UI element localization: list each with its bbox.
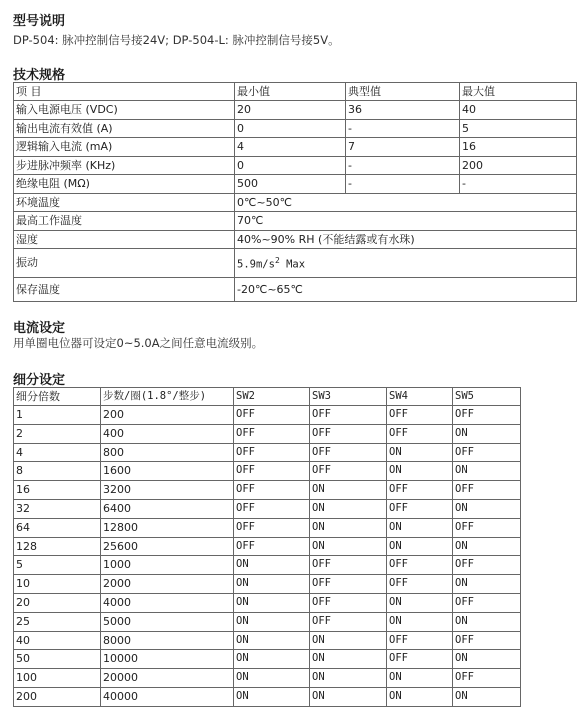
micro-cell: OFF xyxy=(234,537,310,556)
micro-cell: 200 xyxy=(14,687,101,706)
vibration-number: 5.9m/s xyxy=(237,258,275,271)
spec-row xyxy=(14,156,577,175)
micro-cell: 5 xyxy=(14,556,101,575)
spec-label-cell: 振动 xyxy=(14,249,235,278)
spec-cell: 7 xyxy=(346,138,460,157)
spec-cell: 逻辑输入电流 (mA) xyxy=(14,138,235,157)
spec-cell: 输出电流有效值 (A) xyxy=(14,119,235,138)
micro-cell: ON xyxy=(234,575,310,594)
micro-cell: ON xyxy=(234,631,310,650)
micro-cell: 10 xyxy=(14,575,101,594)
micro-cell: 2000 xyxy=(101,575,234,594)
spec-section-title: 技术规格 xyxy=(13,68,66,83)
micro-cell: 20000 xyxy=(101,669,234,688)
spec-cell: 20 xyxy=(235,101,346,120)
micro-cell: OFF xyxy=(310,575,387,594)
micro-cell: ON xyxy=(453,650,521,669)
micro-cell: OFF xyxy=(453,556,521,575)
micro-cell: ON xyxy=(387,612,453,631)
micro-header-cell: 步数/圈(1.8°/整步) xyxy=(101,388,234,406)
spec-label-cell: 最高工作温度 xyxy=(14,212,235,231)
micro-header-cell: SW2 xyxy=(234,388,310,406)
spec-cell: 绝缘电阻 (MΩ) xyxy=(14,175,235,194)
micro-cell: 5000 xyxy=(101,612,234,631)
micro-cell: ON xyxy=(310,669,387,688)
micro-cell: ON xyxy=(310,537,387,556)
micro-cell: OFF xyxy=(453,406,521,425)
spec-header-cell: 最小值 xyxy=(235,83,346,101)
micro-cell: 4 xyxy=(14,443,101,462)
spec-cell: 输入电源电压 (VDC) xyxy=(14,101,235,120)
micro-cell: 25600 xyxy=(101,537,234,556)
spec-value-cell: 0℃~50℃ xyxy=(235,193,577,212)
spec-cell: 5 xyxy=(460,119,577,138)
spec-cell: 4 xyxy=(235,138,346,157)
micro-cell: 400 xyxy=(101,424,234,443)
micro-cell: 6400 xyxy=(101,499,234,518)
micro-cell: ON xyxy=(234,687,310,706)
micro-cell: OFF xyxy=(387,424,453,443)
micro-cell: ON xyxy=(387,593,453,612)
spec-cell: - xyxy=(346,119,460,138)
micro-header-cell: 细分倍数 xyxy=(14,388,101,406)
micro-cell: OFF xyxy=(310,462,387,481)
micro-header-cell: SW5 xyxy=(453,388,521,406)
vibration-suffix: Max xyxy=(279,258,306,271)
spec-header-cell: 项 目 xyxy=(14,83,235,101)
micro-cell: ON xyxy=(234,669,310,688)
micro-cell: 50 xyxy=(14,650,101,669)
micro-row xyxy=(14,518,521,537)
micro-cell: ON xyxy=(310,481,387,500)
micro-row xyxy=(14,575,521,594)
spec-row xyxy=(14,175,577,194)
spec-cell: 36 xyxy=(346,101,460,120)
spec-label-cell: 湿度 xyxy=(14,230,235,249)
micro-cell: OFF xyxy=(310,443,387,462)
spec-cell: 500 xyxy=(235,175,346,194)
micro-cell: ON xyxy=(453,575,521,594)
micro-cell: 100 xyxy=(14,669,101,688)
spec-header-row xyxy=(14,83,577,101)
micro-row xyxy=(14,481,521,500)
spec-value-cell: 40%~90% RH (不能结露或有水珠) xyxy=(235,230,577,249)
micro-cell: ON xyxy=(453,537,521,556)
micro-row xyxy=(14,612,521,631)
spec-cell: 200 xyxy=(460,156,577,175)
micro-cell: 3200 xyxy=(101,481,234,500)
micro-row xyxy=(14,687,521,706)
micro-cell: ON xyxy=(453,612,521,631)
micro-row xyxy=(14,650,521,669)
vibration-exponent: 2 xyxy=(274,256,280,265)
micro-cell: 25 xyxy=(14,612,101,631)
spec-value-cell: -20℃~65℃ xyxy=(235,277,577,301)
micro-cell: ON xyxy=(234,612,310,631)
micro-header-cell: SW3 xyxy=(310,388,387,406)
model-description: DP-504: 脉冲控制信号接24V; DP-504-L: 脉冲控制信号接5V。 xyxy=(13,33,340,47)
micro-cell: ON xyxy=(387,518,453,537)
micro-cell: OFF xyxy=(234,424,310,443)
micro-cell: 1000 xyxy=(101,556,234,575)
micro-cell: 20 xyxy=(14,593,101,612)
spec-cell: - xyxy=(346,156,460,175)
micro-cell: OFF xyxy=(234,518,310,537)
micro-cell: OFF xyxy=(234,406,310,425)
microstep-table xyxy=(13,387,521,707)
micro-cell: 10000 xyxy=(101,650,234,669)
micro-cell: 128 xyxy=(14,537,101,556)
spec-row xyxy=(14,119,577,138)
spec-cell: 0 xyxy=(235,119,346,138)
micro-cell: OFF xyxy=(453,443,521,462)
spec-row xyxy=(14,193,577,212)
micro-cell: ON xyxy=(387,537,453,556)
spec-cell: 40 xyxy=(460,101,577,120)
spec-value-cell: 70℃ xyxy=(235,212,577,231)
micro-cell: ON xyxy=(453,424,521,443)
micro-cell: 16 xyxy=(14,481,101,500)
micro-cell: 12800 xyxy=(101,518,234,537)
micro-row xyxy=(14,406,521,425)
micro-cell: OFF xyxy=(453,593,521,612)
micro-cell: 32 xyxy=(14,499,101,518)
spec-row-vibration xyxy=(14,249,577,278)
micro-cell: 8000 xyxy=(101,631,234,650)
micro-cell: 40 xyxy=(14,631,101,650)
micro-cell: 8 xyxy=(14,462,101,481)
micro-cell: ON xyxy=(234,593,310,612)
micro-row xyxy=(14,631,521,650)
micro-cell: 200 xyxy=(101,406,234,425)
micro-cell: ON xyxy=(310,499,387,518)
micro-row xyxy=(14,499,521,518)
micro-cell: 2 xyxy=(14,424,101,443)
micro-cell: 1600 xyxy=(101,462,234,481)
micro-row xyxy=(14,537,521,556)
micro-cell: 4000 xyxy=(101,593,234,612)
micro-cell: ON xyxy=(453,462,521,481)
micro-cell: ON xyxy=(387,462,453,481)
spec-row-storage xyxy=(14,277,577,301)
vibration-value xyxy=(235,249,577,278)
micro-cell: ON xyxy=(387,443,453,462)
spec-label-cell: 保存温度 xyxy=(14,277,235,301)
micro-cell: OFF xyxy=(387,499,453,518)
spec-cell: 步进脉冲频率 (KHz) xyxy=(14,156,235,175)
micro-cell: OFF xyxy=(234,443,310,462)
micro-cell: ON xyxy=(387,687,453,706)
spec-row xyxy=(14,230,577,249)
micro-header-row xyxy=(14,388,521,406)
spec-label-cell: 环境温度 xyxy=(14,193,235,212)
micro-cell: 64 xyxy=(14,518,101,537)
micro-cell: OFF xyxy=(387,650,453,669)
spec-header-cell: 典型值 xyxy=(346,83,460,101)
micro-row xyxy=(14,424,521,443)
spec-header-cell: 最大值 xyxy=(460,83,577,101)
micro-cell: ON xyxy=(310,650,387,669)
micro-cell: OFF xyxy=(387,481,453,500)
micro-cell: OFF xyxy=(310,556,387,575)
micro-cell: OFF xyxy=(310,424,387,443)
spec-row xyxy=(14,212,577,231)
micro-cell: ON xyxy=(387,669,453,688)
spec-cell: - xyxy=(346,175,460,194)
micro-cell: 800 xyxy=(101,443,234,462)
micro-cell: OFF xyxy=(453,631,521,650)
micro-row xyxy=(14,669,521,688)
micro-row xyxy=(14,462,521,481)
micro-cell: OFF xyxy=(387,556,453,575)
micro-cell: ON xyxy=(453,499,521,518)
micro-cell: OFF xyxy=(387,631,453,650)
micro-cell: ON xyxy=(453,687,521,706)
spec-cell: 0 xyxy=(235,156,346,175)
spec-row xyxy=(14,101,577,120)
micro-cell: ON xyxy=(310,518,387,537)
micro-cell: OFF xyxy=(310,612,387,631)
model-section-title: 型号说明 xyxy=(13,14,66,29)
micro-cell: 1 xyxy=(14,406,101,425)
current-description: 用单圈电位器可设定0~5.0A之间任意电流级别。 xyxy=(13,336,264,350)
spec-cell: - xyxy=(460,175,577,194)
micro-cell: OFF xyxy=(310,593,387,612)
micro-row xyxy=(14,443,521,462)
micro-section-title: 细分设定 xyxy=(13,373,66,388)
spec-table xyxy=(13,82,577,302)
spec-cell: 16 xyxy=(460,138,577,157)
micro-cell: ON xyxy=(310,631,387,650)
micro-row xyxy=(14,556,521,575)
spec-row xyxy=(14,138,577,157)
micro-cell: OFF xyxy=(453,518,521,537)
micro-cell: OFF xyxy=(234,499,310,518)
micro-header-cell: SW4 xyxy=(387,388,453,406)
micro-cell: OFF xyxy=(453,669,521,688)
micro-cell: OFF xyxy=(234,462,310,481)
micro-cell: OFF xyxy=(234,481,310,500)
micro-cell: OFF xyxy=(387,406,453,425)
micro-cell: ON xyxy=(310,687,387,706)
micro-cell: OFF xyxy=(387,575,453,594)
current-section-title: 电流设定 xyxy=(13,321,66,336)
micro-cell: ON xyxy=(234,650,310,669)
micro-cell: ON xyxy=(234,556,310,575)
micro-cell: 40000 xyxy=(101,687,234,706)
micro-cell: OFF xyxy=(453,481,521,500)
micro-row xyxy=(14,593,521,612)
micro-cell: OFF xyxy=(310,406,387,425)
